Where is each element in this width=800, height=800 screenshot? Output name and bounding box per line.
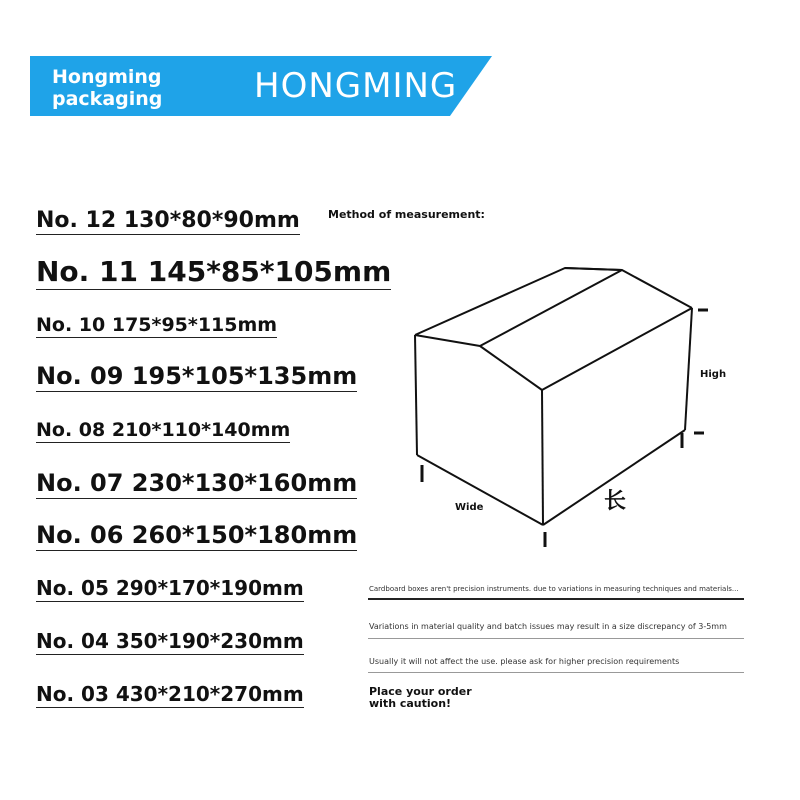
- length-label: 长: [604, 489, 627, 514]
- box-diagram: [400, 250, 730, 550]
- note-3: Usually it will not affect the use. please ask for higher precision requirements: [369, 657, 680, 666]
- size-row-04: No. 04 350*190*230mm: [36, 629, 304, 653]
- note-divider: [368, 638, 744, 639]
- size-row-10: No. 10 175*95*115mm: [36, 314, 278, 336]
- note-1: Cardboard boxes aren't precision instruments. due to variations in measuring techniques and materials...: [369, 585, 739, 593]
- high-label: High: [700, 369, 727, 380]
- note-2: Variations in material quality and batch issues may result in a size discrepancy of 3-5mm: [369, 622, 727, 631]
- size-row-11: No. 11 145*85*105mm: [36, 255, 392, 288]
- note-divider: [368, 598, 744, 600]
- wide-label: Wide: [455, 502, 484, 513]
- size-row-03: No. 03 430*210*270mm: [36, 682, 304, 706]
- size-row-09: No. 09 195*105*135mm: [36, 362, 358, 390]
- note-divider: [368, 672, 744, 673]
- size-row-06: No. 06 260*150*180mm: [36, 521, 358, 549]
- brand-large-text: HONGMING: [254, 66, 458, 106]
- brand-small-text: Hongming packaging: [52, 66, 163, 110]
- size-row-05: No. 05 290*170*190mm: [36, 576, 304, 600]
- caution-text: Place your order with caution!: [369, 685, 472, 710]
- method-title: Method of measurement:: [328, 208, 485, 221]
- size-row-07: No. 07 230*130*160mm: [36, 469, 358, 497]
- size-row-12: No. 12 130*80*90mm: [36, 208, 300, 233]
- size-row-08: No. 08 210*110*140mm: [36, 419, 291, 441]
